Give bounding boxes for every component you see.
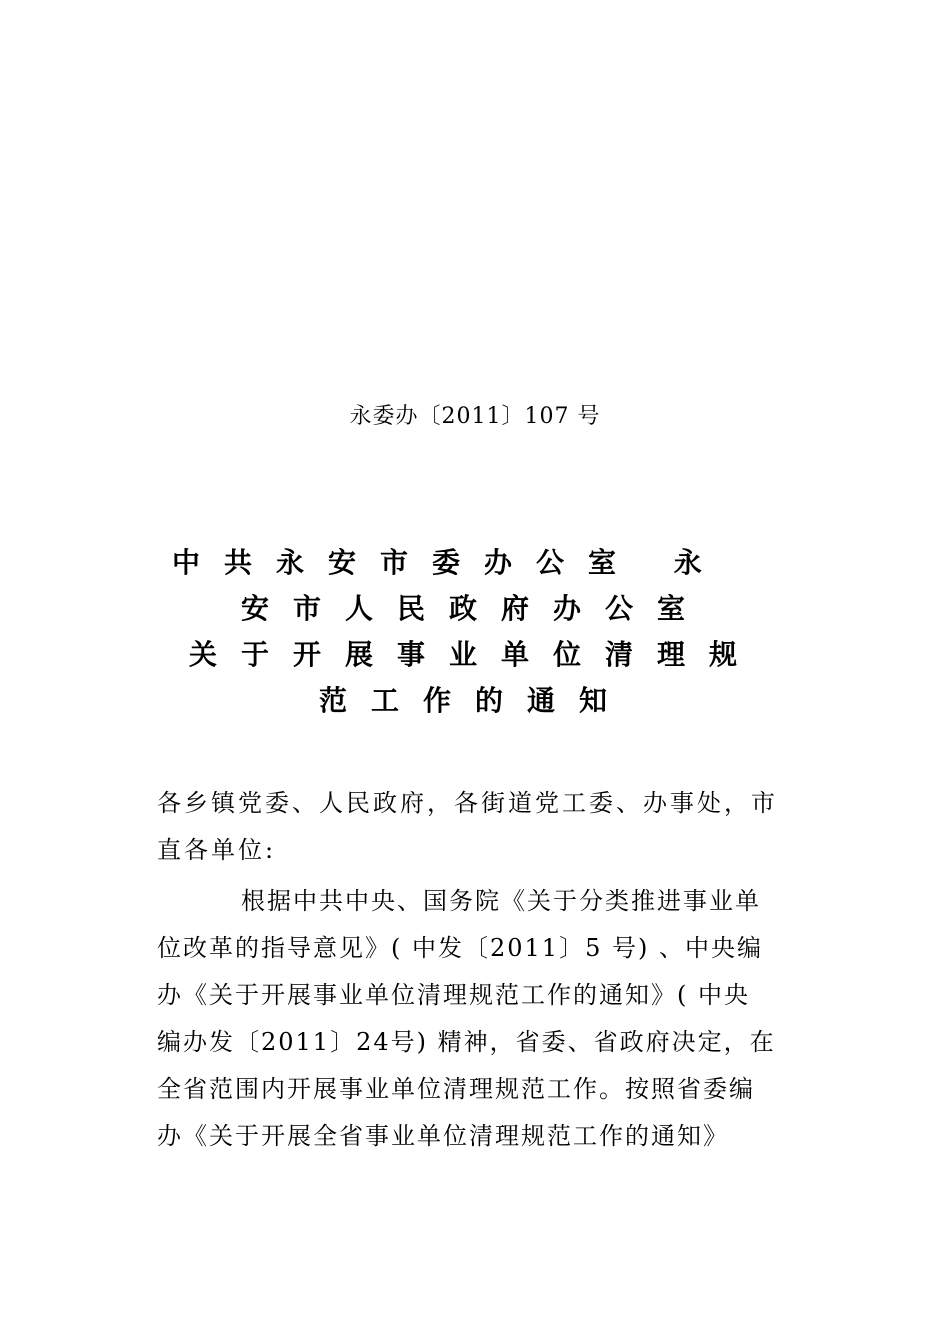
body-line-6: 办《关于开展全省事业单位清理规范工作的通知》: [157, 1122, 729, 1150]
document-title: [160, 540, 790, 724]
title-line-4: 范工作的通知: [318, 684, 631, 717]
body-line-2: 位改革的指导意见》( 中发〔2011〕5 号) 、中央编: [157, 934, 763, 962]
title-line-1: 中共永安市委办公室 永: [172, 546, 726, 579]
title-line-2: 安市人民政府办公室: [240, 592, 709, 625]
salutation-line-1: 各乡镇党委、人民政府，各街道党工委、办事处，市: [157, 789, 778, 817]
title-line-3: 关于开展事业单位清理规: [188, 638, 761, 671]
body-line-3: 办《关于开展事业单位清理规范工作的通知》( 中央: [157, 981, 750, 1009]
body-line-4: 编办发〔2011〕24号) 精神，省委、省政府决定，在: [157, 1028, 776, 1056]
salutation: [157, 780, 802, 874]
body-line-5: 全省范围内开展事业单位清理规范工作。按照省委编: [157, 1075, 755, 1103]
document-number: 永委办〔2011〕107 号: [349, 404, 601, 429]
salutation-line-2: 直各单位:: [157, 836, 277, 864]
body-line-1: 根据中共中央、国务院《关于分类推进事业单: [241, 887, 761, 915]
body-paragraph: [157, 878, 802, 1160]
